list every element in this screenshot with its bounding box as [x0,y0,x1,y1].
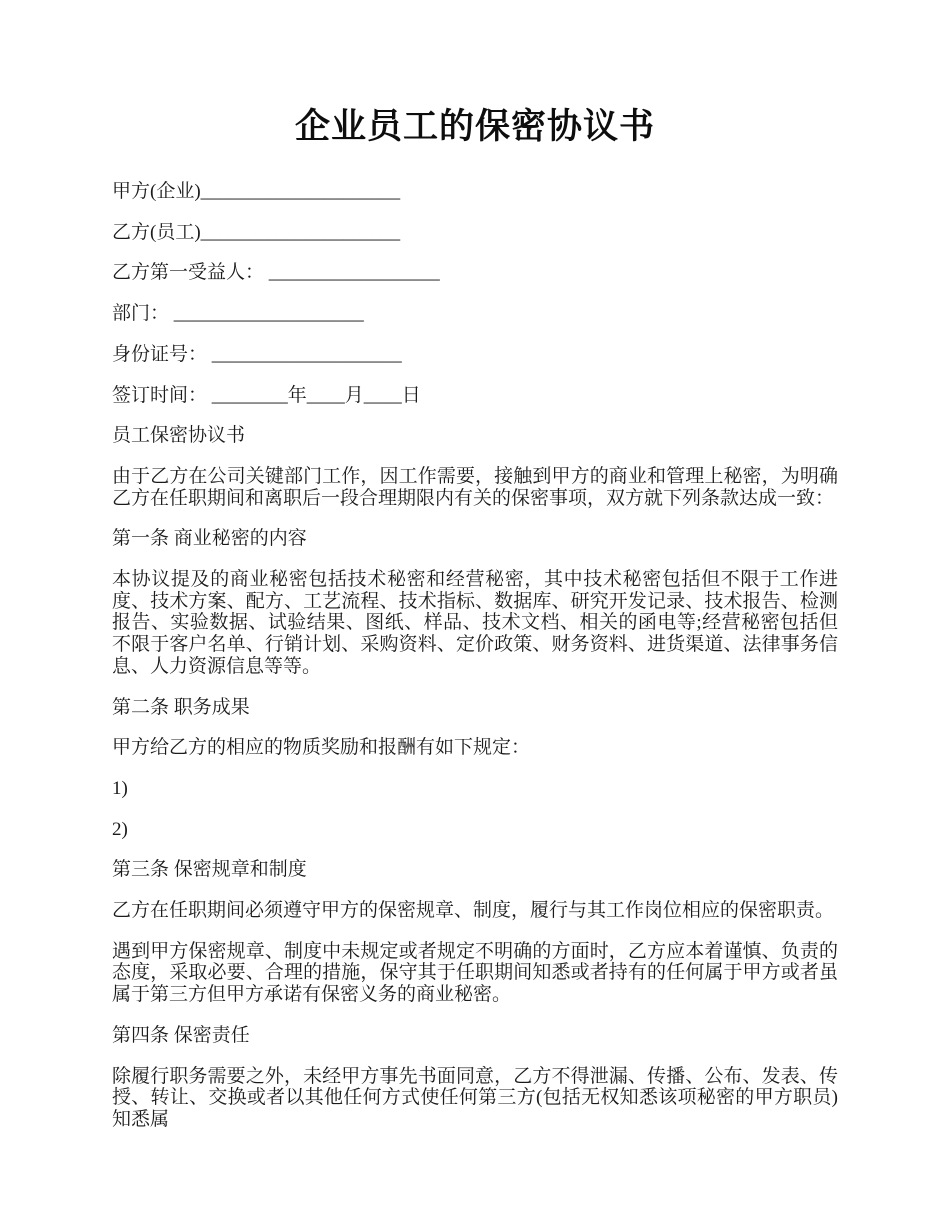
article-3-body-1: 乙方在任职期间必须遵守甲方的保密规章、制度，履行与其工作岗位相应的保密职责。 [112,900,835,922]
field-beneficiary: 乙方第一受益人： __________________ [112,262,440,284]
field-sign-date: 签订时间： ________年____月____日 [112,384,421,406]
field-id-number: 身份证号： ____________________ [112,343,402,365]
document-subtitle: 员工保密协议书 [112,425,246,447]
article-2-body: 甲方给乙方的相应的物质奖励和报酬有如下规定： [112,737,531,759]
article-3-heading: 第三条 保密规章和制度 [112,859,307,881]
article-1-heading: 第一条 商业秘密的内容 [112,528,307,550]
article-3-body-2: 遇到甲方保密规章、制度中未规定或者规定不明确的方面时，乙方应本着谨慎、负责的态度，采取必要、合理的措施，保守其于任职期间知悉或者持有的任何属于甲方或者虽属于第三方但甲方承诺有保密义务的商业秘密。 [112,940,838,1006]
article-1-body: 本协议提及的商业秘密包括技术秘密和经营秘密，其中技术秘密包括但不限于工作进度、技术方案、配方、工艺流程、技术指标、数据库、研究开发记录、技术报告、检测报告、实验数据、试验结果、图纸、样品、技术文档、相关的函电等;经营秘密包括但不限于客户名单、行销计划、采购资料、定价政策、财务资料、进货渠道、法律事务信息、人力资源信息等等。 [112,569,838,677]
intro-paragraph: 由于乙方在公司关键部门工作，因工作需要，接触到甲方的商业和管理上秘密，为明确乙方在任职期间和离职后一段合理期限内有关的保密事项，双方就下列条款达成一致： [112,465,838,509]
article-2-item-2: 2) [112,818,128,840]
document-title: 企业员工的保密协议书 [294,107,655,146]
field-party-b: 乙方(员工)_____________________ [112,221,401,243]
article-2-heading: 第二条 职务成果 [112,696,250,718]
article-4-body: 除履行职务需要之外，未经甲方事先书面同意，乙方不得泄漏、传播、公布、发表、传授、转让、交换或者以其他任何方式使任何第三方(包括无权知悉该项秘密的甲方职员)知悉属 [112,1065,838,1130]
field-party-a: 甲方(企业)_____________________ [112,181,401,202]
article-4-heading: 第四条 保密责任 [112,1024,250,1046]
article-2-item-1: 1) [112,777,128,799]
field-department: 部门： ____________________ [112,303,364,325]
